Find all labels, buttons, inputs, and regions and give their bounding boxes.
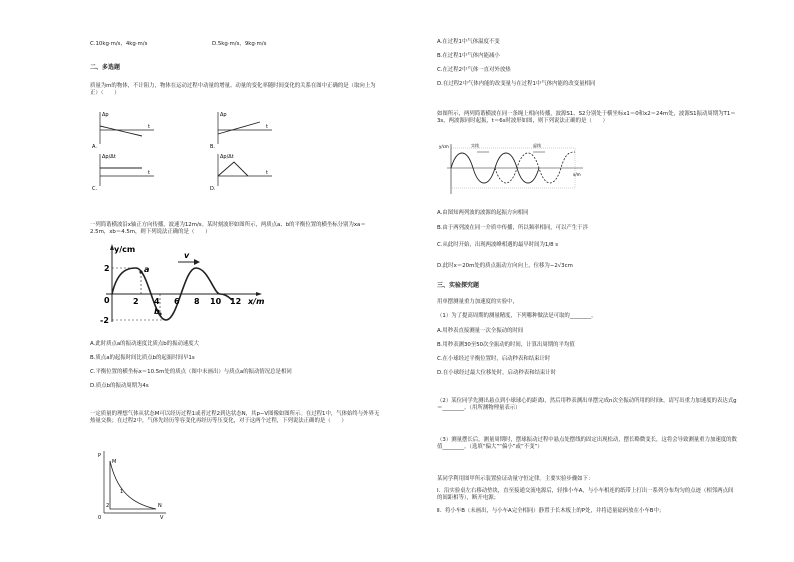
q1d-xlabel: t — [266, 170, 268, 176]
q1d-ylabel: Δp/Δt — [220, 154, 234, 160]
q1-chart-b — [210, 108, 290, 150]
option-d-top: D.5kg·m/s，9kg·m/s — [212, 41, 267, 47]
q3-option-c: C.在过程2中气体一直对外放热 — [437, 67, 511, 73]
q6-step-2: Ⅱ．将小车B（未画出，与小车A完全相同）静置于长木板上的P处，并将适量砝码放在小车B中； — [437, 508, 665, 514]
q3-option-d: D.在过程2中气体内能的改变量与在过程1中气体内能的改变量相同 — [437, 81, 596, 87]
q1b-letter: B. — [210, 144, 216, 150]
q3-option-a: A.在过程1中气体温度不变 — [437, 39, 500, 45]
q5-part-1: （1）为了提高周期的测量精度，下列哪种做法是可取的________。 — [437, 313, 597, 319]
question-1-text: 质量为m的物体，不计阻力，物体在运动过程中动量的增量、动量的变化率随时间变化的关系在图中正确的是（取向上为正）（ ） — [90, 83, 376, 96]
q1b-xlabel: t — [266, 124, 268, 130]
pv-label-m: M — [112, 459, 117, 465]
q1c-xlabel: t — [148, 170, 150, 176]
pv-ylabel: P — [98, 453, 102, 459]
q5-option-b: B.用秒表测30至50次全振动的时间，计算出周期的平均值 — [437, 342, 575, 348]
q1b-ylabel: Δp — [220, 112, 227, 118]
q1-chart-c — [92, 150, 172, 192]
q2-option-c: C.平衡位置的横坐标x＝10.5m处的质点（图中未画出）与质点a的振动情况总是相同 — [90, 369, 292, 375]
wave-origin: 0 — [104, 296, 110, 305]
q1a-letter: A. — [92, 144, 97, 150]
wave-ytick-2: 2 — [104, 264, 110, 273]
pv-label-2: 2 — [106, 503, 110, 509]
q5-part-2: （2）某位同学先测出悬点到小球球心的距离l，然后用秒表测出单摆完成n次全振动所用的时间t，请写出重力加速度的表达式g＝________。（用所测物理量表示） — [437, 398, 737, 411]
wave-xtick-6: 6 — [174, 297, 180, 306]
question-4-text: 如图所示，两列简谐横波在同一条绳上相向传播，波源S1、S2分别处于横坐标x1＝0和x2＝24m处，波源S1振动周期为T1＝3s，两波源同时起振，t＝6s时波形如图，则下列说法正确的是（ ） — [437, 111, 736, 124]
q5-part-3: （3）测量摆长后，测量周期时，摆球振动过程中悬点处摆线的固定出现松动，摆长略微变长，这将会导致测量重力加速度的数值________。（选填“偏大”“偏小”或“不变”） — [437, 437, 737, 450]
q1a-xlabel: t — [148, 124, 150, 130]
q4-option-a: A.由图知两列波的波源的起振方向相同 — [437, 210, 529, 216]
q1d-letter: D. — [210, 186, 216, 192]
two-wave-label-solid: 实线 — [471, 143, 479, 148]
pv-graph — [94, 447, 170, 521]
pv-xlabel: V — [160, 515, 164, 521]
option-c-top: C.10kg·m/s，4kg·m/s — [90, 41, 148, 47]
wave-point-b: b — [154, 307, 160, 316]
pv-origin: 0 — [98, 515, 102, 521]
wave-point-a: a — [144, 265, 150, 274]
q2-option-d: D.质点b的振动周期为4s — [90, 383, 149, 389]
question-2-text: 一列简谐横波沿x轴正方向传播，波速为12m/s。某时刻波形如图所示，两质点a、b的平衡位置的横坐标分别为xa＝2.5m，xb＝4.5m，则下列说法正确的是（ ） — [90, 222, 366, 235]
q4-option-d: D.此时x＝20m处的质点振动方向向上，位移为−2√3cm — [437, 263, 573, 269]
q6-intro: 某同学利用图甲所示装置验证动量守恒定律。主要实验步骤如下： — [437, 476, 594, 482]
wave-xtick-4: 4 — [154, 297, 160, 306]
wave-xtick-12: 12 — [230, 297, 242, 306]
wave-velocity-label: v — [184, 251, 190, 260]
q4-option-b: B.由于两列波在同一介质中传播，所以频率相同，可以产生干涉 — [437, 225, 588, 231]
q6-step-1: Ⅰ．沿实验桌左右移动垫块，直至接通交流电源后，轻推小车A，与小车相连的纸带上打出一系列分布均匀的点迹（相邻两点间的间距相等），断开电源； — [437, 488, 734, 501]
two-wave-graph — [437, 142, 585, 198]
q5-intro: 用单摆测量重力加速度的实验中， — [437, 299, 518, 305]
q1a-ylabel: Δp — [102, 112, 109, 118]
two-wave-xlabel: x/m — [573, 172, 581, 177]
two-wave-label-dashed: 虚线 — [533, 143, 541, 148]
q3-option-b: B.在过程1中气体内能减小 — [437, 53, 500, 59]
section-title-experiment: 三、实验探究题 — [437, 282, 480, 289]
wave-xtick-8: 8 — [194, 297, 200, 306]
two-wave-ylabel: y/cm — [439, 144, 449, 149]
q2-option-b: B.质点a的起振时间比质点b的起振时间早1s — [90, 355, 195, 361]
wave-xtick-10: 10 — [210, 297, 222, 306]
pv-label-n: N — [158, 503, 162, 509]
q1-chart-d — [210, 150, 290, 192]
q5-option-a: A.用秒表直接测量一次全振动的时间 — [437, 328, 524, 334]
question-3-text: 一定质量的理想气体从状态M可以经历过程1或者过程2到达状态N，其p−V图像如图所示。在过程1中，气体始终与外界无热量交换；在过程2中，气体先经历等容变化再经历等压变化，对于这两个过程，下列说法正确的是（ ） — [90, 411, 380, 424]
wave-xlabel: x/m — [248, 297, 265, 306]
wave-ytick-neg2: -2 — [100, 316, 109, 325]
q1c-ylabel: Δp/Δt — [102, 154, 116, 160]
q5-option-d: D.在小球经过最大位移处时，启动秒表和结束计时 — [437, 370, 557, 376]
q4-option-c: C.从此时开始，出现两波峰相遇的最早时间为1/8 s — [437, 242, 559, 248]
q1-chart-a — [92, 108, 172, 150]
wave-ylabel: y/cm — [114, 245, 136, 254]
section-title-multi-choice: 二、多选题 — [90, 64, 121, 71]
pv-label-1: 1 — [120, 489, 124, 495]
wave-xtick-2: 2 — [133, 297, 139, 306]
wave-graph — [100, 242, 270, 328]
q2-option-a: A.此时质点a的振动速度比质点b的振动速度大 — [90, 341, 200, 347]
q1c-letter: C. — [92, 186, 98, 192]
q5-option-c: C.在小球经过平衡位置时，启动秒表和结束计时 — [437, 356, 551, 362]
